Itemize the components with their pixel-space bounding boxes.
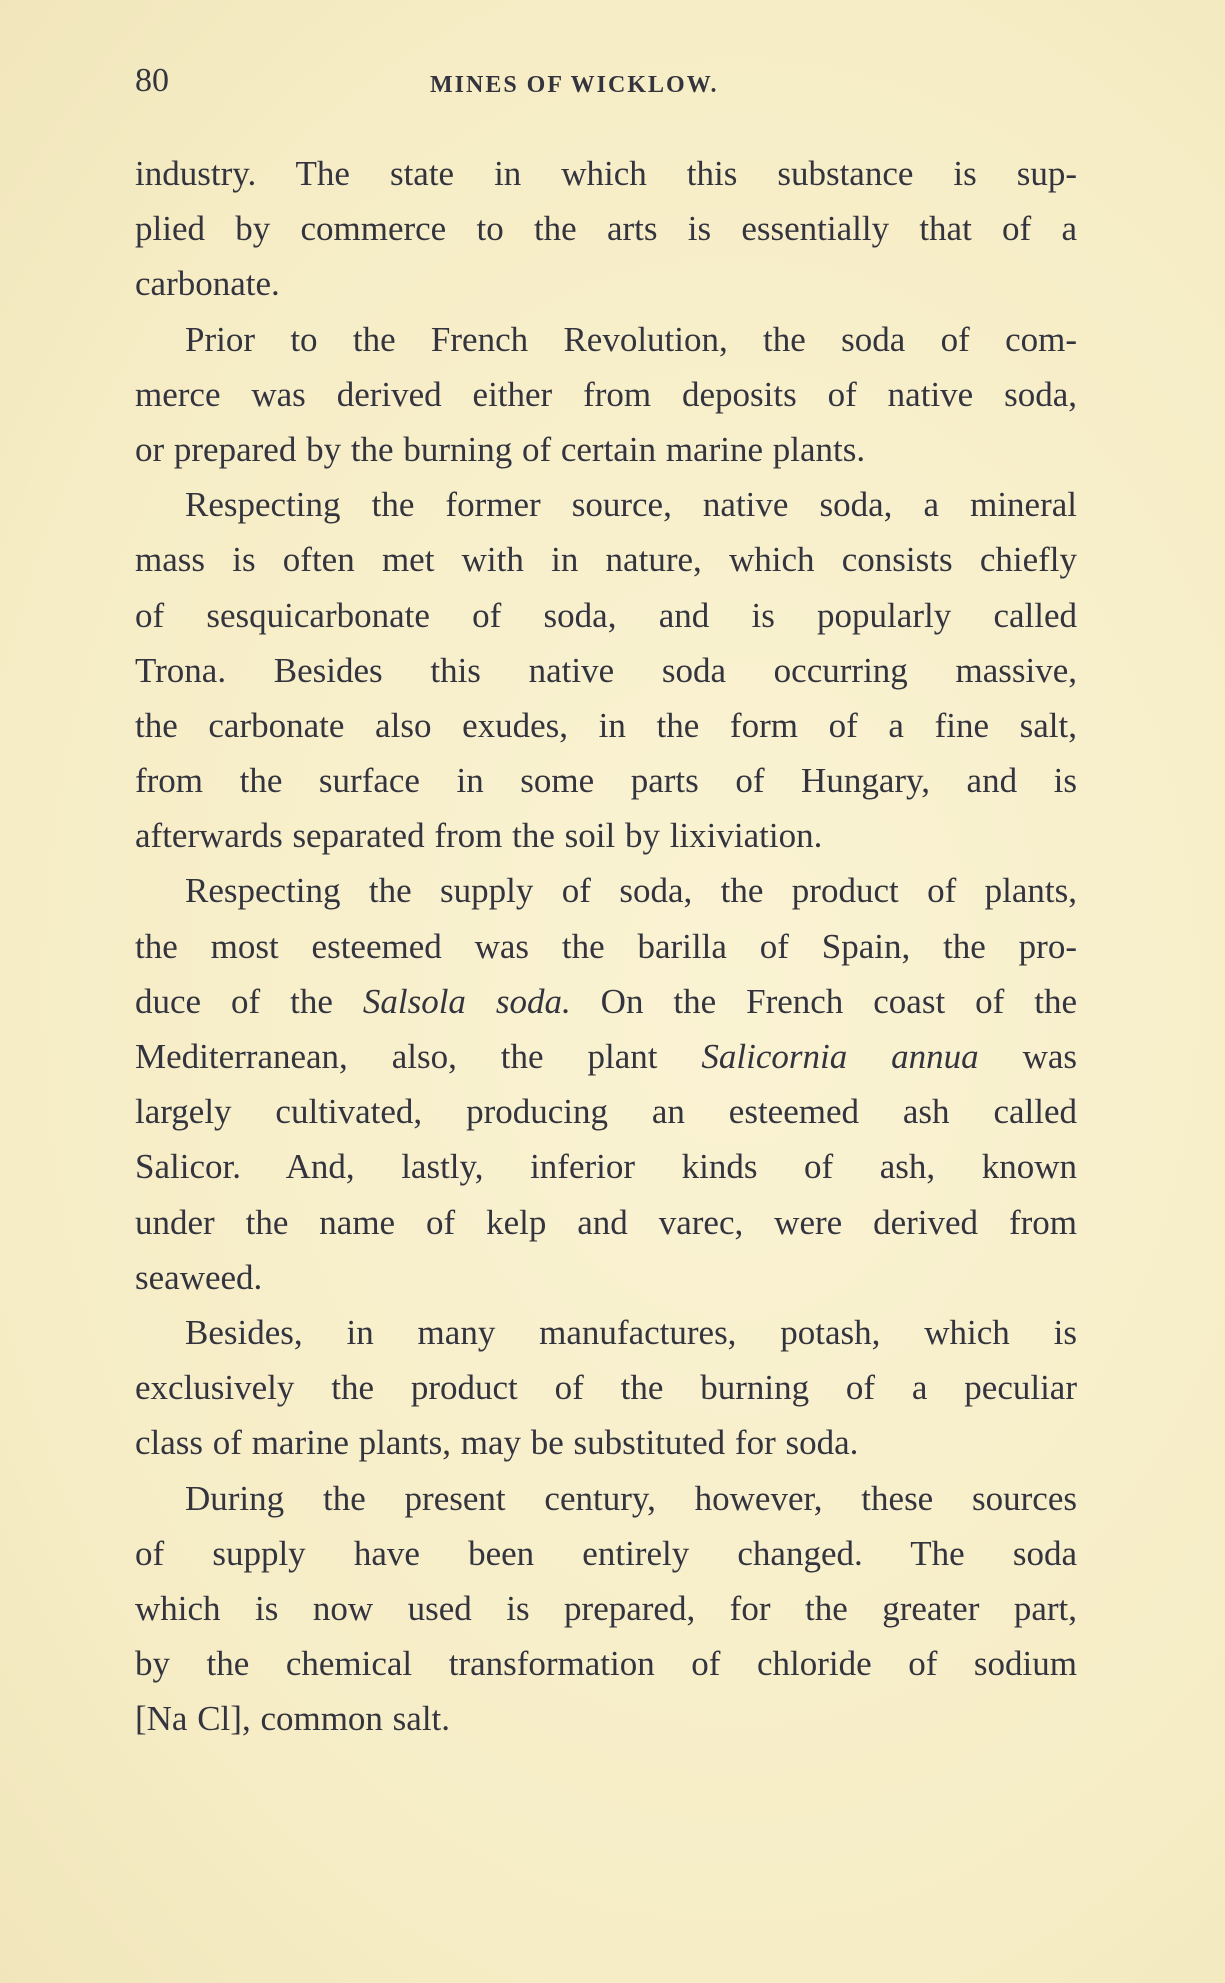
text-span: mass is often met with in nature, which consists chiefly xyxy=(135,540,1077,580)
text-line xyxy=(135,532,1077,587)
text-line xyxy=(135,1691,1077,1746)
text-line xyxy=(135,919,1077,974)
text-span: carbonate. xyxy=(135,264,280,304)
text-span: industry. The state in which this substance is sup- xyxy=(135,154,1077,193)
text-span: which is now used is prepared, for the greater part, xyxy=(135,1588,1077,1628)
text-line xyxy=(135,643,1077,698)
text-line xyxy=(135,1305,1077,1360)
text-line xyxy=(135,1581,1077,1636)
italic-text: Salsola soda. xyxy=(362,981,571,1021)
text-span: Respecting the supply of soda, the product of plants, xyxy=(185,871,1077,911)
text-line xyxy=(135,1471,1077,1526)
text-span: of sesquicarbonate of soda, and is popularly called xyxy=(135,595,1077,635)
text-line xyxy=(135,863,1077,918)
text-span: Prior to the French Revolution, the soda of com- xyxy=(185,319,1077,359)
text-line xyxy=(135,1415,1077,1470)
text-span: merce was derived either from deposits of native soda, xyxy=(135,374,1077,414)
text-span: or prepared by the burning of certain marine plants. xyxy=(135,429,866,469)
text-span: Respecting the former source, native soda, a mineral xyxy=(185,485,1077,525)
text-span: [Na Cl], common salt. xyxy=(135,1699,451,1739)
text-span: Salicor. And, lastly, inferior kinds of ash, known xyxy=(135,1147,1077,1187)
text-line xyxy=(135,201,1077,256)
text-span: the carbonate also exudes, in the form of a fine salt, xyxy=(135,705,1077,745)
body-text xyxy=(135,146,1077,1746)
text-line xyxy=(135,974,1077,1029)
text-span: exclusively the product of the burning of a peculiar xyxy=(135,1368,1077,1408)
text-span: Besides, in many manufactures, potash, which is xyxy=(185,1312,1077,1352)
running-title: MINES OF WICKLOW. xyxy=(430,72,719,98)
text-line xyxy=(135,1195,1077,1250)
text-span: the most esteemed was the barilla of Spain, the pro- xyxy=(135,926,1077,966)
text-line xyxy=(135,146,1077,201)
text-line xyxy=(135,753,1077,808)
text-line xyxy=(135,367,1077,422)
text-span: class of marine plants, may be substituted for soda. xyxy=(135,1423,859,1463)
italic-text: Salicornia annua xyxy=(701,1037,979,1076)
text-line xyxy=(135,808,1077,863)
text-span: was xyxy=(978,1037,1077,1076)
text-line xyxy=(135,1636,1077,1691)
text-span: plied by commerce to the arts is essentially that of a xyxy=(135,209,1077,249)
text-span: seaweed. xyxy=(135,1257,263,1297)
text-line xyxy=(135,698,1077,753)
text-span: On the French coast of the xyxy=(570,981,1077,1021)
text-span: from the surface in some parts of Hungary, and is xyxy=(135,761,1077,801)
text-line xyxy=(135,477,1077,532)
text-line xyxy=(135,312,1077,367)
text-line xyxy=(135,588,1077,643)
text-span: duce of the xyxy=(135,981,363,1021)
text-line xyxy=(135,1084,1077,1139)
text-span: by the chemical transformation of chloride of sodium xyxy=(135,1644,1077,1684)
text-span: Trona. Besides this native soda occurring massive, xyxy=(135,650,1077,690)
text-line xyxy=(135,1526,1077,1581)
text-line xyxy=(135,1250,1077,1305)
text-span: afterwards separated from the soil by lixiviation. xyxy=(135,816,823,856)
text-span: of supply have been entirely changed. The soda xyxy=(135,1533,1077,1573)
text-line xyxy=(135,1029,1077,1084)
text-line xyxy=(135,1360,1077,1415)
page-number: 80 xyxy=(135,62,169,99)
text-line xyxy=(135,256,1077,311)
text-line xyxy=(135,1139,1077,1194)
text-line xyxy=(135,422,1077,477)
text-span: Mediterranean, also, the plant xyxy=(135,1037,702,1076)
text-span: under the name of kelp and varec, were derived from xyxy=(135,1202,1077,1242)
text-span: During the present century, however, these sources xyxy=(185,1478,1077,1518)
text-span: largely cultivated, producing an esteemed ash called xyxy=(135,1092,1077,1132)
